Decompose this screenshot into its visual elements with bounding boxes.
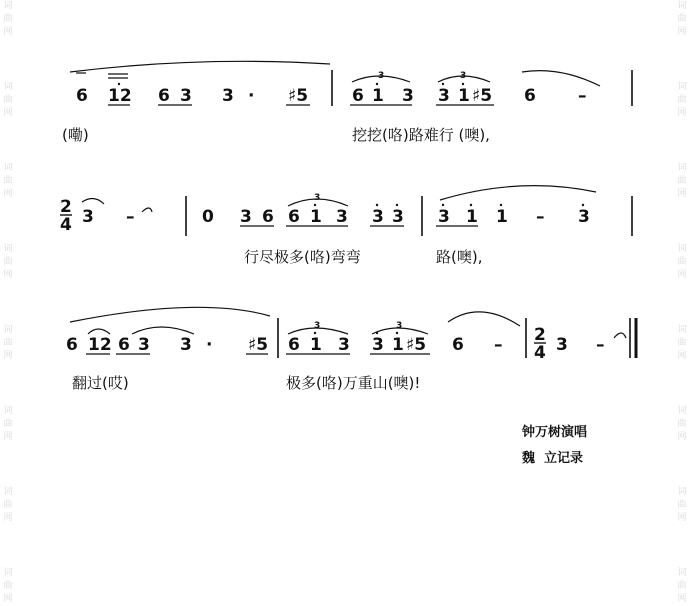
watermark-text: 词曲网 [677,406,687,442]
watermark-text: 词曲网 [3,406,13,442]
slur [142,208,152,212]
note: 6 [288,335,300,355]
note: 6 [288,207,300,227]
watermark-text: 词曲网 [677,163,687,199]
staff-line-3 [66,307,636,392]
note: 3 [338,335,350,355]
tuplet-mark: 3 [314,321,321,331]
watermark-text: 词曲网 [677,325,687,361]
note: 3 [372,335,384,355]
lyric: (嘞) [62,126,89,144]
watermark-text: 词曲网 [3,163,13,199]
note: 3 [438,86,450,106]
note: 3 [438,207,450,227]
time-signature-bottom: 4 [534,343,546,363]
note: 3 [336,207,348,227]
tuplet-mark: 3 [314,193,321,203]
watermark-text: 词曲网 [677,1,687,37]
note: 3 [240,207,252,227]
note: 3 [402,86,414,106]
watermark-text: 词曲网 [677,487,687,523]
time-signature-top: 2 [534,325,546,345]
note: 3 [180,86,192,106]
watermark-text: 词曲网 [3,1,13,37]
note: 1 [310,335,322,355]
watermark-text: 词曲网 [677,568,687,604]
note: ♯5 [406,335,427,355]
lyric: 翻过(哎) [72,374,129,392]
slur [448,312,520,326]
slur [132,327,194,334]
slur [70,61,330,72]
note: 6 [524,86,536,106]
note: · [206,335,213,355]
note: ♯5 [288,86,309,106]
note: – [536,207,545,227]
note: ♯5 [472,86,493,106]
watermark-text: 词曲网 [3,82,13,118]
note: 0 [202,207,214,227]
watermark-text: 词曲网 [3,568,13,604]
staff-line-1 [62,61,632,144]
time-signature-top: 2 [60,197,72,217]
note: 3 [180,335,192,355]
note: 6 [118,335,130,355]
note: · [248,86,255,106]
note: 1 [496,207,508,227]
staff-line-2 [60,186,632,266]
watermark-text: 词曲网 [3,244,13,280]
note: 6 [66,335,78,355]
performer-credit: 钟万树演唱 [522,425,588,440]
note: 6 [452,335,464,355]
slur [82,198,104,204]
note: 3 [372,207,384,227]
watermark-text: 词曲网 [3,487,13,523]
note: – [596,335,605,355]
tuplet-mark: 3 [396,321,403,331]
note: – [126,207,135,227]
tuplet-mark: 3 [460,71,467,81]
note: 6 [158,86,170,106]
note: 1 [310,207,322,227]
lyric: 挖挖(咯)路难行 (噢), [352,126,490,144]
note: 1 [466,207,478,227]
note: 6 [262,207,274,227]
recorder-credit: 魏 立记录 [522,451,584,466]
note: 3 [138,335,150,355]
note: – [494,335,503,355]
slur [70,307,270,322]
slur [614,333,626,338]
note: 1 [458,86,470,106]
slur [522,71,600,86]
lyric: 行尽极多(咯)弯弯 [244,248,361,266]
slur [88,329,110,334]
tuplet-mark: 3 [378,71,385,81]
slur [440,186,596,200]
note: – [578,86,587,106]
note: 12 [108,86,132,106]
note: ♯5 [248,335,269,355]
note: 3 [222,86,234,106]
lyric: 路(噢), [436,248,483,266]
watermark-text: 词曲网 [3,325,13,361]
note: 12 [88,335,112,355]
time-signature-bottom: 4 [60,215,72,235]
note: 3 [578,207,590,227]
lyric: 极多(咯)万重山(噢)! [286,374,421,392]
note: 6 [76,86,88,106]
watermark-text: 词曲网 [677,244,687,280]
note: 3 [82,207,94,227]
note: 6 [352,86,364,106]
note: 1 [392,335,404,355]
note: 3 [556,335,568,355]
note: 3 [392,207,404,227]
watermark-text: 词曲网 [677,82,687,118]
note: 1 [372,86,384,106]
